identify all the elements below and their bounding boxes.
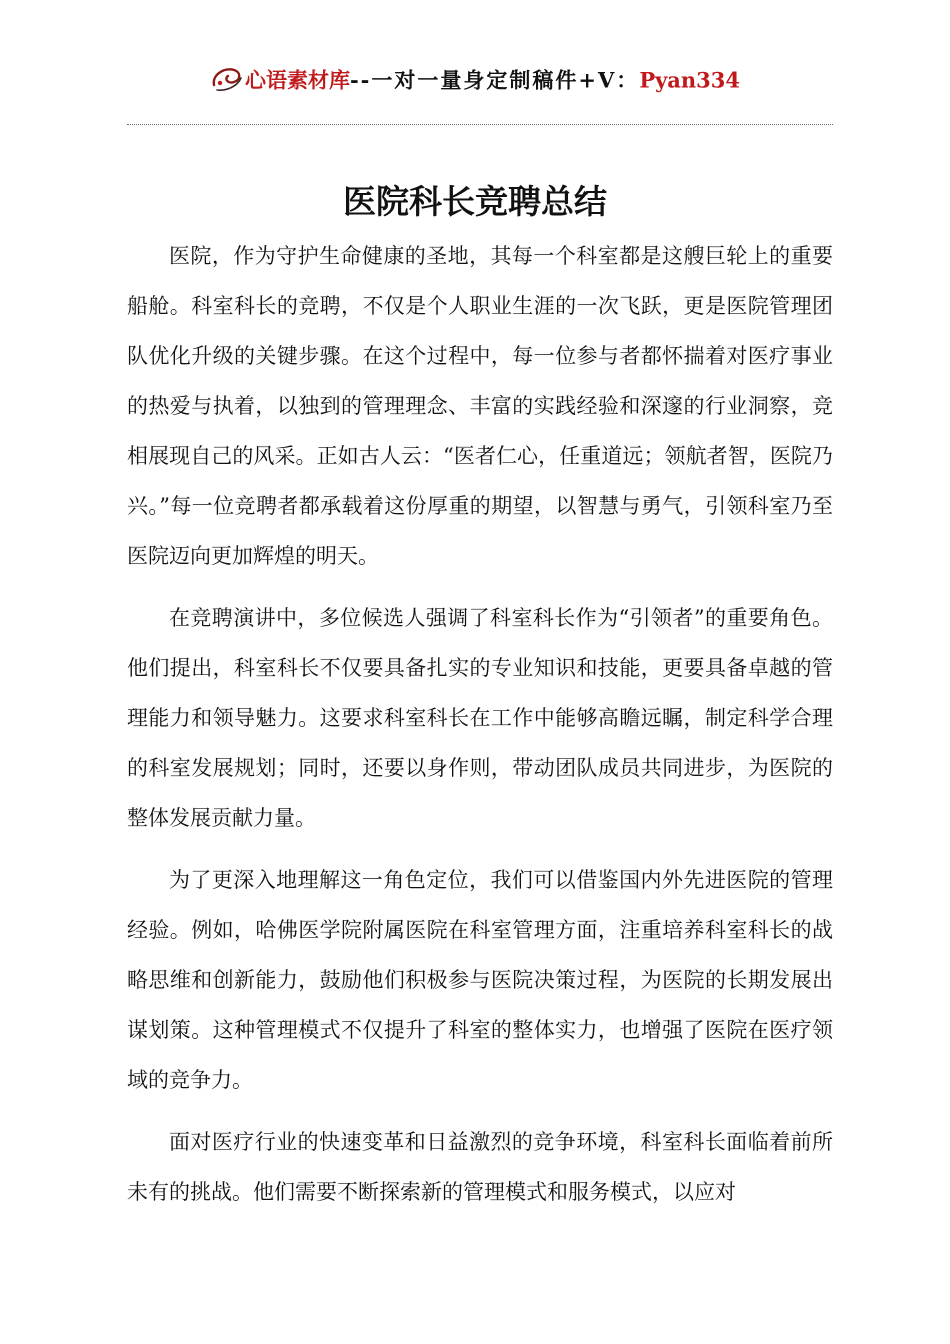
wechat-prefix: V：	[598, 67, 640, 93]
wechat-id: Pyan334	[639, 67, 741, 93]
paragraph: 为了更深入地理解这一角色定位，我们可以借鉴国内外先进医院的管理经验。例如，哈佛医学院附属医院在科室管理方面，注重培养科室科长的战略思维和创新能力，鼓励他们积极参与医院决策过程，为医院的长期发展出谋划策。这种管理模式不仅提升了科室的整体实力，也增强了医院在医疗领域的竞争力。	[127, 868, 833, 1092]
page-title: 医院科长竞聘总结	[343, 182, 607, 221]
header-divider	[127, 124, 833, 125]
paragraph: 面对医疗行业的快速变革和日益激烈的竞争环境，科室科长面临着前所未有的挑战。他们需要不断探索新的管理模式和服务模式，以应对	[127, 1130, 833, 1204]
brand-name: 心语素材库	[244, 67, 350, 93]
header-slogan: 一对一量身定制稿件	[371, 67, 579, 93]
document-body	[127, 231, 833, 1229]
header-plus: +	[578, 67, 599, 93]
paragraph: 在竞聘演讲中，多位候选人强调了科室科长作为“引领者”的重要角色。他们提出，科室科长不仅要具备扎实的专业知识和技能，更要具备卓越的管理能力和领导魅力。这要求科室科长在工作中能够高瞻远瞩，制定科学合理的科室发展规划；同时，还要以身作则，带动团队成员共同进步，为医院的整体发展贡献力量。	[127, 606, 833, 830]
swirl-logo-icon	[210, 63, 244, 93]
brand-separator: --	[349, 67, 372, 93]
paragraph: 医院，作为守护生命健康的圣地，其每一个科室都是这艘巨轮上的重要船舱。科室科长的竞聘，不仅是个人职业生涯的一次飞跃，更是医院管理团队优化升级的关键步骤。在这个过程中，每一位参与者都怀揣着对医疗事业的热爱与执着，以独到的管理理念、丰富的实践经验和深邃的行业洞察，竞相展现自己的风采。正如古人云：“医者仁心，任重道远；领航者智，医院乃兴。”每一位竞聘者都承载着这份厚重的期望，以智慧与勇气，引领科室乃至医院迈向更加辉煌的明天。	[127, 244, 833, 568]
page-header	[0, 62, 950, 98]
